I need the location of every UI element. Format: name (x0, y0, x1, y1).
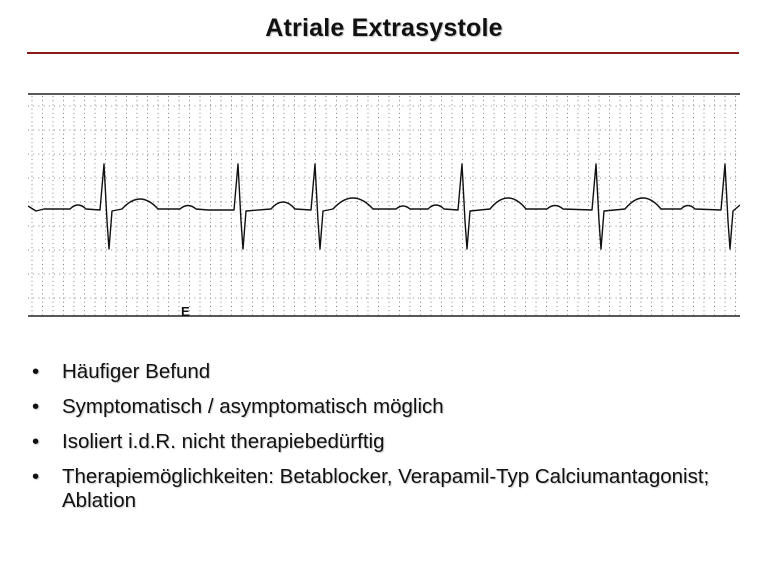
ecg-grid (28, 96, 740, 315)
slide-title: Atriale Extrasystole (265, 14, 503, 42)
calibration-mark: E (181, 304, 190, 318)
bullet-text: Therapiemöglichkeiten: Betablocker, Verapamil-Typ Calciumantagonist; Ablation (62, 465, 710, 512)
title-divider (27, 52, 739, 54)
bullet-text: Isoliert i.d.R. nicht therapiebedürftig (62, 430, 385, 453)
bullet-dot-icon: • (32, 360, 40, 383)
bullet-item (28, 395, 748, 419)
bullet-item (28, 465, 748, 513)
ecg-trace (28, 164, 740, 249)
ecg-strip (28, 92, 740, 318)
bullet-list (28, 360, 748, 524)
bullet-text: Symptomatisch / asymptomatisch möglich (62, 395, 444, 418)
bullet-item (28, 360, 748, 384)
bullet-text: Häufiger Befund (62, 360, 211, 383)
bullet-item (28, 430, 748, 454)
bullet-dot-icon: • (32, 430, 40, 453)
bullet-dot-icon: • (32, 395, 40, 418)
bullet-dot-icon: • (32, 465, 40, 488)
